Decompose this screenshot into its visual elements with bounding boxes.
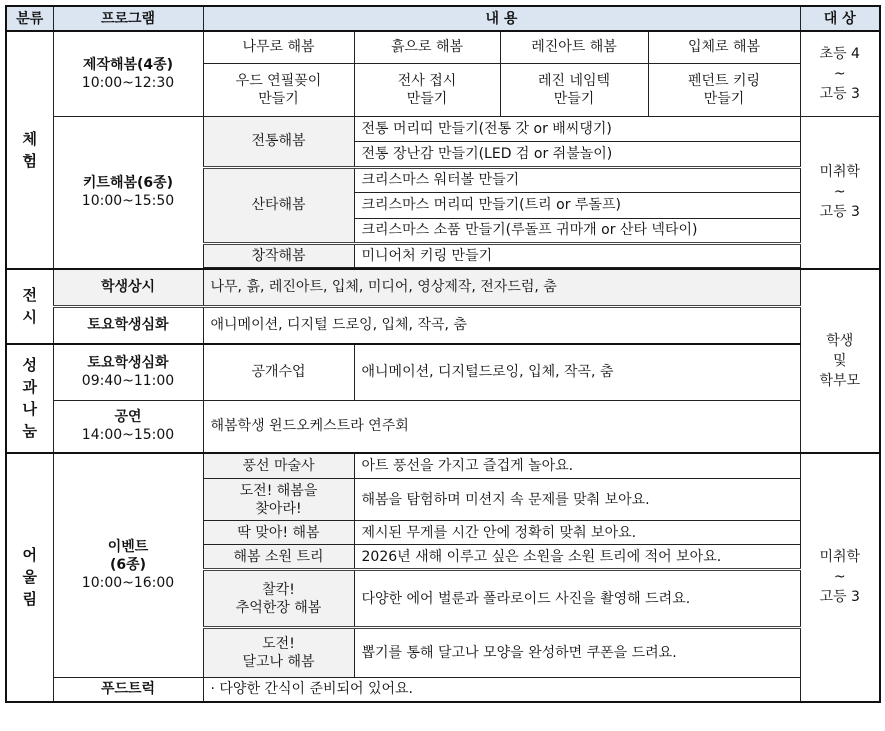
event-content: 제시된 무게를 시간 안에 정확히 맞춰 보아요. [354, 521, 800, 545]
kit-item: 전통 머리띠 만들기(전통 갓 or 배씨댕기) [354, 116, 800, 141]
program-student-regular: 학생상시 [53, 269, 203, 307]
program-kit: 키트해봄(6종) 10:00~15:50 [53, 116, 203, 269]
header-target: 대 상 [800, 6, 880, 31]
program-schedule-table [5, 5, 881, 703]
event-label: 풍선 마술사 [203, 453, 354, 479]
kit-item: 크리스마스 워터볼 만들기 [354, 167, 800, 192]
open-class-label: 공개수업 [203, 344, 354, 401]
header-content: 내 용 [203, 6, 800, 31]
material-3d: 입체로 해봄 [648, 31, 800, 63]
event-content: 아트 풍선을 가지고 즐겁게 놀아요. [354, 453, 800, 479]
event-content: 2026년 새해 이루고 싶은 소원을 소원 트리에 적어 보아요. [354, 545, 800, 570]
target-exhibit: 학생 및 학부모 [800, 269, 880, 453]
program-performance: 공연 14:00~15:00 [53, 401, 203, 453]
program-saturday-advanced: 토요학생심화 [53, 307, 203, 344]
kit-group-creative: 창작해봄 [203, 243, 354, 267]
kit-item: 크리스마스 소품 만들기(루돌프 귀마개 or 산타 넥타이) [354, 218, 800, 243]
target-making: 초등 4 ~ 고등 3 [800, 31, 880, 116]
event-label: 도전! 달고나 해봄 [203, 628, 354, 678]
header-program: 프로그램 [53, 6, 203, 31]
category-together: 어 울 림 [6, 453, 53, 702]
event-content: 다양한 에어 벌룬과 폴라로이드 사진을 촬영해 드려요. [354, 570, 800, 628]
kit-item: 미니어처 키링 만들기 [354, 243, 800, 267]
program-saturday-showcase: 토요학생심화 09:40~11:00 [53, 344, 203, 401]
program-making: 제작해봄(4종) 10:00~12:30 [53, 31, 203, 116]
program-foodtruck: 푸드트럭 [53, 678, 203, 702]
item-resin: 레진 네임텍 만들기 [500, 63, 648, 116]
item-3d: 펜던트 키링 만들기 [648, 63, 800, 116]
header-category: 분류 [6, 6, 53, 31]
exhibit-content: 애니메이션, 디지털 드로잉, 입체, 작곡, 춤 [203, 307, 800, 344]
material-resin: 레진아트 해봄 [500, 31, 648, 63]
target-together: 미취학 ~ 고등 3 [800, 453, 880, 702]
target-kit: 미취학 ~ 고등 3 [800, 116, 880, 269]
kit-group-santa: 산타해봄 [203, 167, 354, 243]
kit-item: 전통 장난감 만들기(LED 검 or 쥐불놀이) [354, 141, 800, 167]
category-exhibit: 전 시 [6, 269, 53, 344]
kit-group-traditional: 전통해봄 [203, 116, 354, 167]
category-experience: 체 험 [6, 31, 53, 269]
material-clay: 흙으로 해봄 [354, 31, 500, 63]
item-clay: 전사 접시 만들기 [354, 63, 500, 116]
kit-item: 크리스마스 머리띠 만들기(트리 or 루돌프) [354, 192, 800, 218]
item-wood: 우드 연필꽂이 만들기 [203, 63, 354, 116]
event-content: 뽑기를 통해 달고나 모양을 완성하면 쿠폰을 드려요. [354, 628, 800, 678]
category-showcase: 성 과 나 눔 [6, 344, 53, 453]
material-wood: 나무로 해봄 [203, 31, 354, 63]
performance-content: 해봄학생 윈드오케스트라 연주회 [203, 401, 800, 453]
event-label: 해봄 소원 트리 [203, 545, 354, 570]
event-content: 해봄을 탐험하며 미션지 속 문제를 맞춰 보아요. [354, 479, 800, 521]
exhibit-content: 나무, 흙, 레진아트, 입체, 미디어, 영상제작, 전자드럼, 춤 [203, 269, 800, 307]
open-class-content: 애니메이션, 디지털드로잉, 입체, 작곡, 춤 [354, 344, 800, 401]
foodtruck-content: · 다양한 간식이 준비되어 있어요. [203, 678, 800, 702]
event-label: 도전! 해봄을 찾아라! [203, 479, 354, 521]
program-event: 이벤트 (6종) 10:00~16:00 [53, 453, 203, 678]
event-label: 찰칵! 추억한장 해봄 [203, 570, 354, 628]
event-label: 딱 맞아! 해봄 [203, 521, 354, 545]
